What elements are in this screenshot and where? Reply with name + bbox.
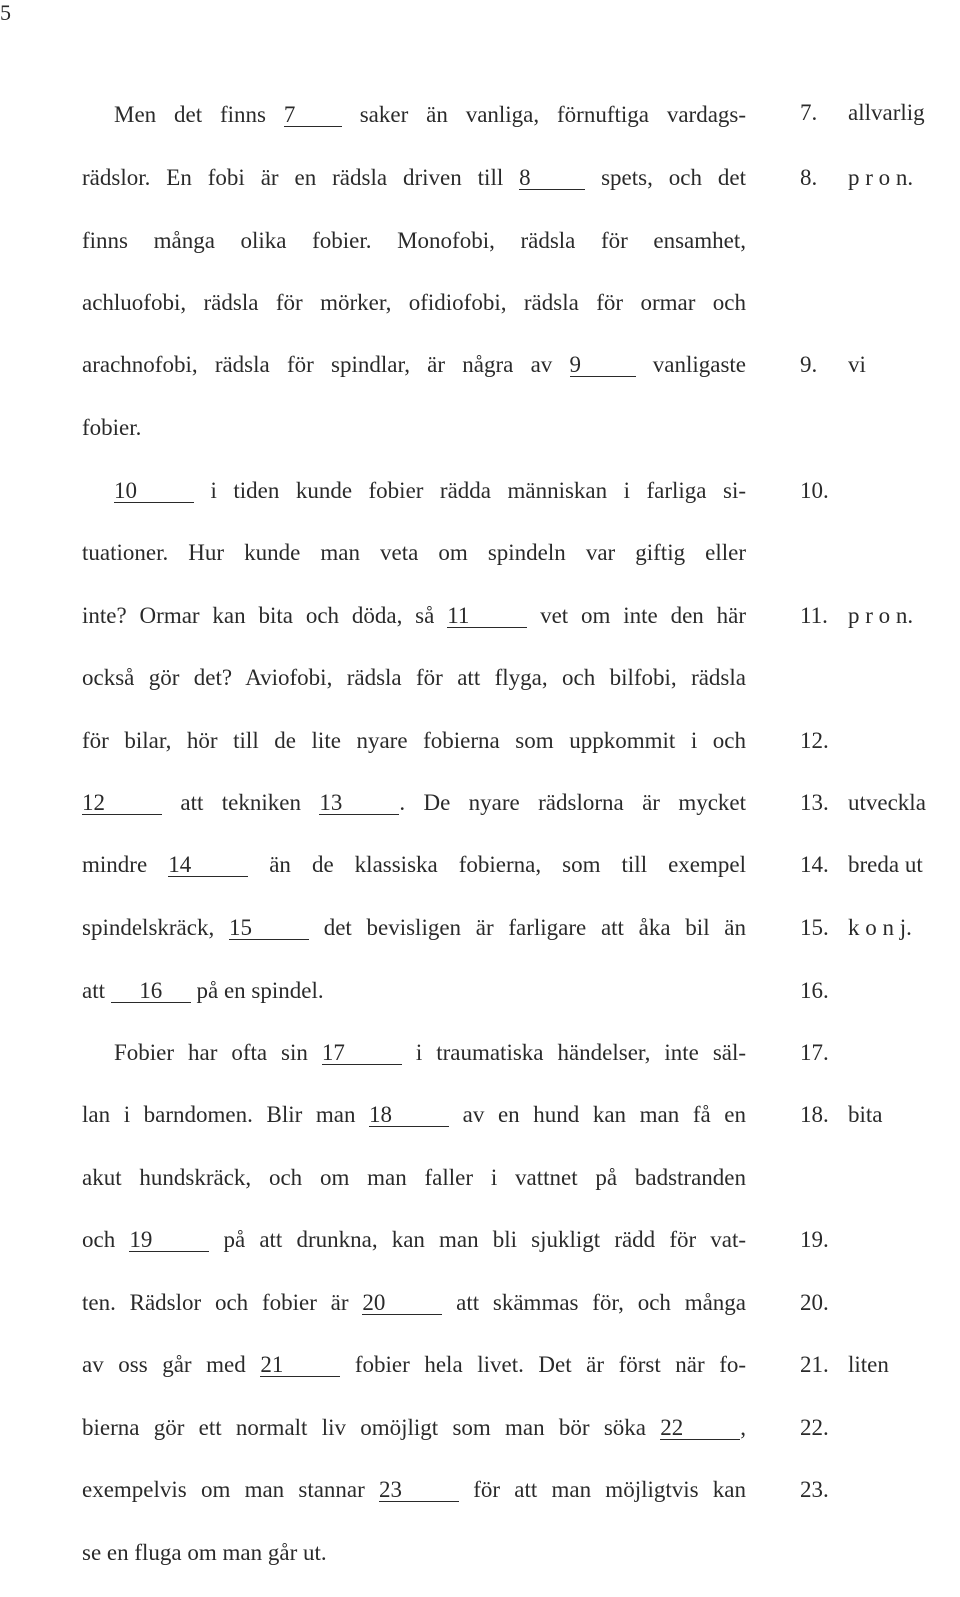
text-line xyxy=(82,1288,746,1318)
note-number: 10. xyxy=(800,478,829,503)
margin-note xyxy=(800,1350,889,1380)
note-word: p r o n. xyxy=(848,165,914,190)
text-segment: fobier hela livet. Det är först när fo- xyxy=(354,1352,747,1377)
text-line xyxy=(82,1475,746,1505)
text-line xyxy=(114,1038,746,1068)
text-line: akut hundskräck, och om man faller i vattnet på badstranden xyxy=(82,1165,746,1190)
note-number: 17. xyxy=(800,1040,829,1065)
gap-21: 21 xyxy=(260,1354,340,1377)
text-line xyxy=(82,1413,746,1443)
text-segment: och xyxy=(82,1227,116,1252)
text-segment: på att drunkna, kan man bli sjukligt rädd för vat- xyxy=(223,1227,747,1252)
note-word: breda ut xyxy=(848,852,923,877)
margin-note xyxy=(800,850,923,880)
text-segment: mindre xyxy=(82,852,148,877)
margin-note xyxy=(800,1288,848,1318)
gap-14: 14 xyxy=(168,854,248,877)
note-number: 15. xyxy=(800,915,829,940)
margin-note xyxy=(800,163,913,193)
page-number: 5 xyxy=(0,0,11,25)
note-word: allvarlig xyxy=(848,100,925,125)
text-line xyxy=(82,976,746,1006)
note-number: 22. xyxy=(800,1415,829,1440)
text-line: fobier. xyxy=(82,415,142,440)
gap-11: 11 xyxy=(447,605,527,628)
note-word: utveckla xyxy=(848,790,926,815)
text-segment: , xyxy=(740,1415,746,1440)
text-segment: att tekniken xyxy=(180,790,301,815)
note-number: 14. xyxy=(800,852,829,877)
text-segment: . De nyare rädslorna är mycket xyxy=(399,790,747,815)
margin-note xyxy=(800,726,848,756)
text-segment: exempelvis om man stannar xyxy=(82,1477,365,1502)
margin-note xyxy=(800,1225,848,1255)
text-segment: arachnofobi, rädsla för spindlar, är några av xyxy=(82,352,553,377)
text-line xyxy=(114,100,746,130)
text-segment: vanligaste xyxy=(652,352,747,377)
text-segment: Men det finns xyxy=(114,102,266,127)
note-word: p r o n. xyxy=(848,603,914,628)
text-segment: i tiden kunde fobier rädda människan i farliga si- xyxy=(210,478,746,503)
text-segment: Fobier har ofta sin xyxy=(114,1040,308,1065)
text-segment: i traumatiska händelser, inte säl- xyxy=(415,1040,747,1065)
gap-22: 22 xyxy=(660,1417,740,1440)
text-line xyxy=(114,476,746,506)
text-line xyxy=(82,163,746,193)
margin-note xyxy=(800,476,848,506)
gap-16: 16 xyxy=(111,980,191,1003)
note-number: 21. xyxy=(800,1352,829,1377)
text-line: se en fluga om man går ut. xyxy=(82,1540,327,1565)
note-number: 23. xyxy=(800,1477,829,1502)
gap-17: 17 xyxy=(322,1042,402,1065)
gap-9: 9 xyxy=(570,354,636,377)
gap-12: 12 xyxy=(82,792,162,815)
text-line xyxy=(82,850,746,880)
text-segment: bierna gör ett normalt liv omöjligt som man bör söka xyxy=(82,1415,646,1440)
gap-23: 23 xyxy=(379,1479,459,1502)
text-line xyxy=(82,601,746,631)
margin-note xyxy=(800,1100,883,1130)
margin-note xyxy=(800,1475,848,1505)
note-number: 12. xyxy=(800,728,829,753)
note-word: k o n j. xyxy=(848,915,912,940)
margin-note xyxy=(800,913,912,943)
text-line xyxy=(82,1350,746,1380)
note-number: 13. xyxy=(800,790,829,815)
note-number: 7. xyxy=(800,100,818,125)
text-segment: att xyxy=(82,978,105,1003)
text-segment: inte? Ormar kan bita och döda, så xyxy=(82,603,435,628)
text-segment: rädslor. En fobi är en rädsla driven till xyxy=(82,165,504,190)
text-line: tuationer. Hur kunde man veta om spindeln var giftig eller xyxy=(82,540,746,565)
note-number: 9. xyxy=(800,352,818,377)
text-line xyxy=(82,1100,746,1130)
text-line xyxy=(82,350,746,380)
text-segment: än de klassiska fobierna, som till exempel xyxy=(269,852,747,877)
margin-note xyxy=(800,601,913,631)
note-word: vi xyxy=(848,352,866,377)
note-number: 19. xyxy=(800,1227,829,1252)
margin-note xyxy=(800,350,866,380)
note-number: 8. xyxy=(800,165,818,190)
text-segment: av oss går med xyxy=(82,1352,246,1377)
gap-18: 18 xyxy=(369,1104,449,1127)
text-segment: på en spindel. xyxy=(196,978,324,1003)
margin-note xyxy=(800,1413,848,1443)
text-segment: det bevisligen är farligare att åka bil än xyxy=(323,915,747,940)
margin-note xyxy=(800,98,925,128)
note-word: bita xyxy=(848,1102,883,1127)
margin-note xyxy=(800,976,848,1006)
gap-19: 19 xyxy=(129,1229,209,1252)
text-segment: av en hund kan man få en xyxy=(462,1102,746,1127)
text-line xyxy=(82,788,746,818)
text-segment: ten. Rädslor och fobier är xyxy=(82,1290,349,1315)
note-number: 11. xyxy=(800,603,828,628)
note-number: 20. xyxy=(800,1290,829,1315)
text-segment: lan i barndomen. Blir man xyxy=(82,1102,356,1127)
text-segment: saker än vanliga, förnuftiga vardags- xyxy=(359,102,747,127)
text-segment: att skämmas för, och många xyxy=(456,1290,747,1315)
text-line: achluofobi, rädsla för mörker, ofidiofobi, rädsla för ormar och xyxy=(82,290,746,315)
text-line: också gör det? Aviofobi, rädsla för att flyga, och bilfobi, rädsla xyxy=(82,665,746,690)
text-line: finns många olika fobier. Monofobi, rädsla för ensamhet, xyxy=(82,228,746,253)
gap-10: 10 xyxy=(114,480,194,503)
note-word: liten xyxy=(848,1352,889,1377)
gap-15: 15 xyxy=(229,917,309,940)
text-line xyxy=(82,1225,746,1255)
gap-20: 20 xyxy=(362,1292,442,1315)
text-line: för bilar, hör till de lite nyare fobierna som uppkommit i och xyxy=(82,728,746,753)
note-number: 16. xyxy=(800,978,829,1003)
text-line xyxy=(82,913,746,943)
gap-8: 8 xyxy=(519,167,585,190)
gap-13: 13 xyxy=(319,792,399,815)
text-segment: för att man möjligtvis kan xyxy=(473,1477,747,1502)
gap-7: 7 xyxy=(284,104,342,127)
text-segment: spindelskräck, xyxy=(82,915,215,940)
note-number: 18. xyxy=(800,1102,829,1127)
text-segment: spets, och det xyxy=(601,165,747,190)
margin-note xyxy=(800,788,926,818)
margin-note xyxy=(800,1038,848,1068)
text-segment: vet om inte den här xyxy=(540,603,747,628)
